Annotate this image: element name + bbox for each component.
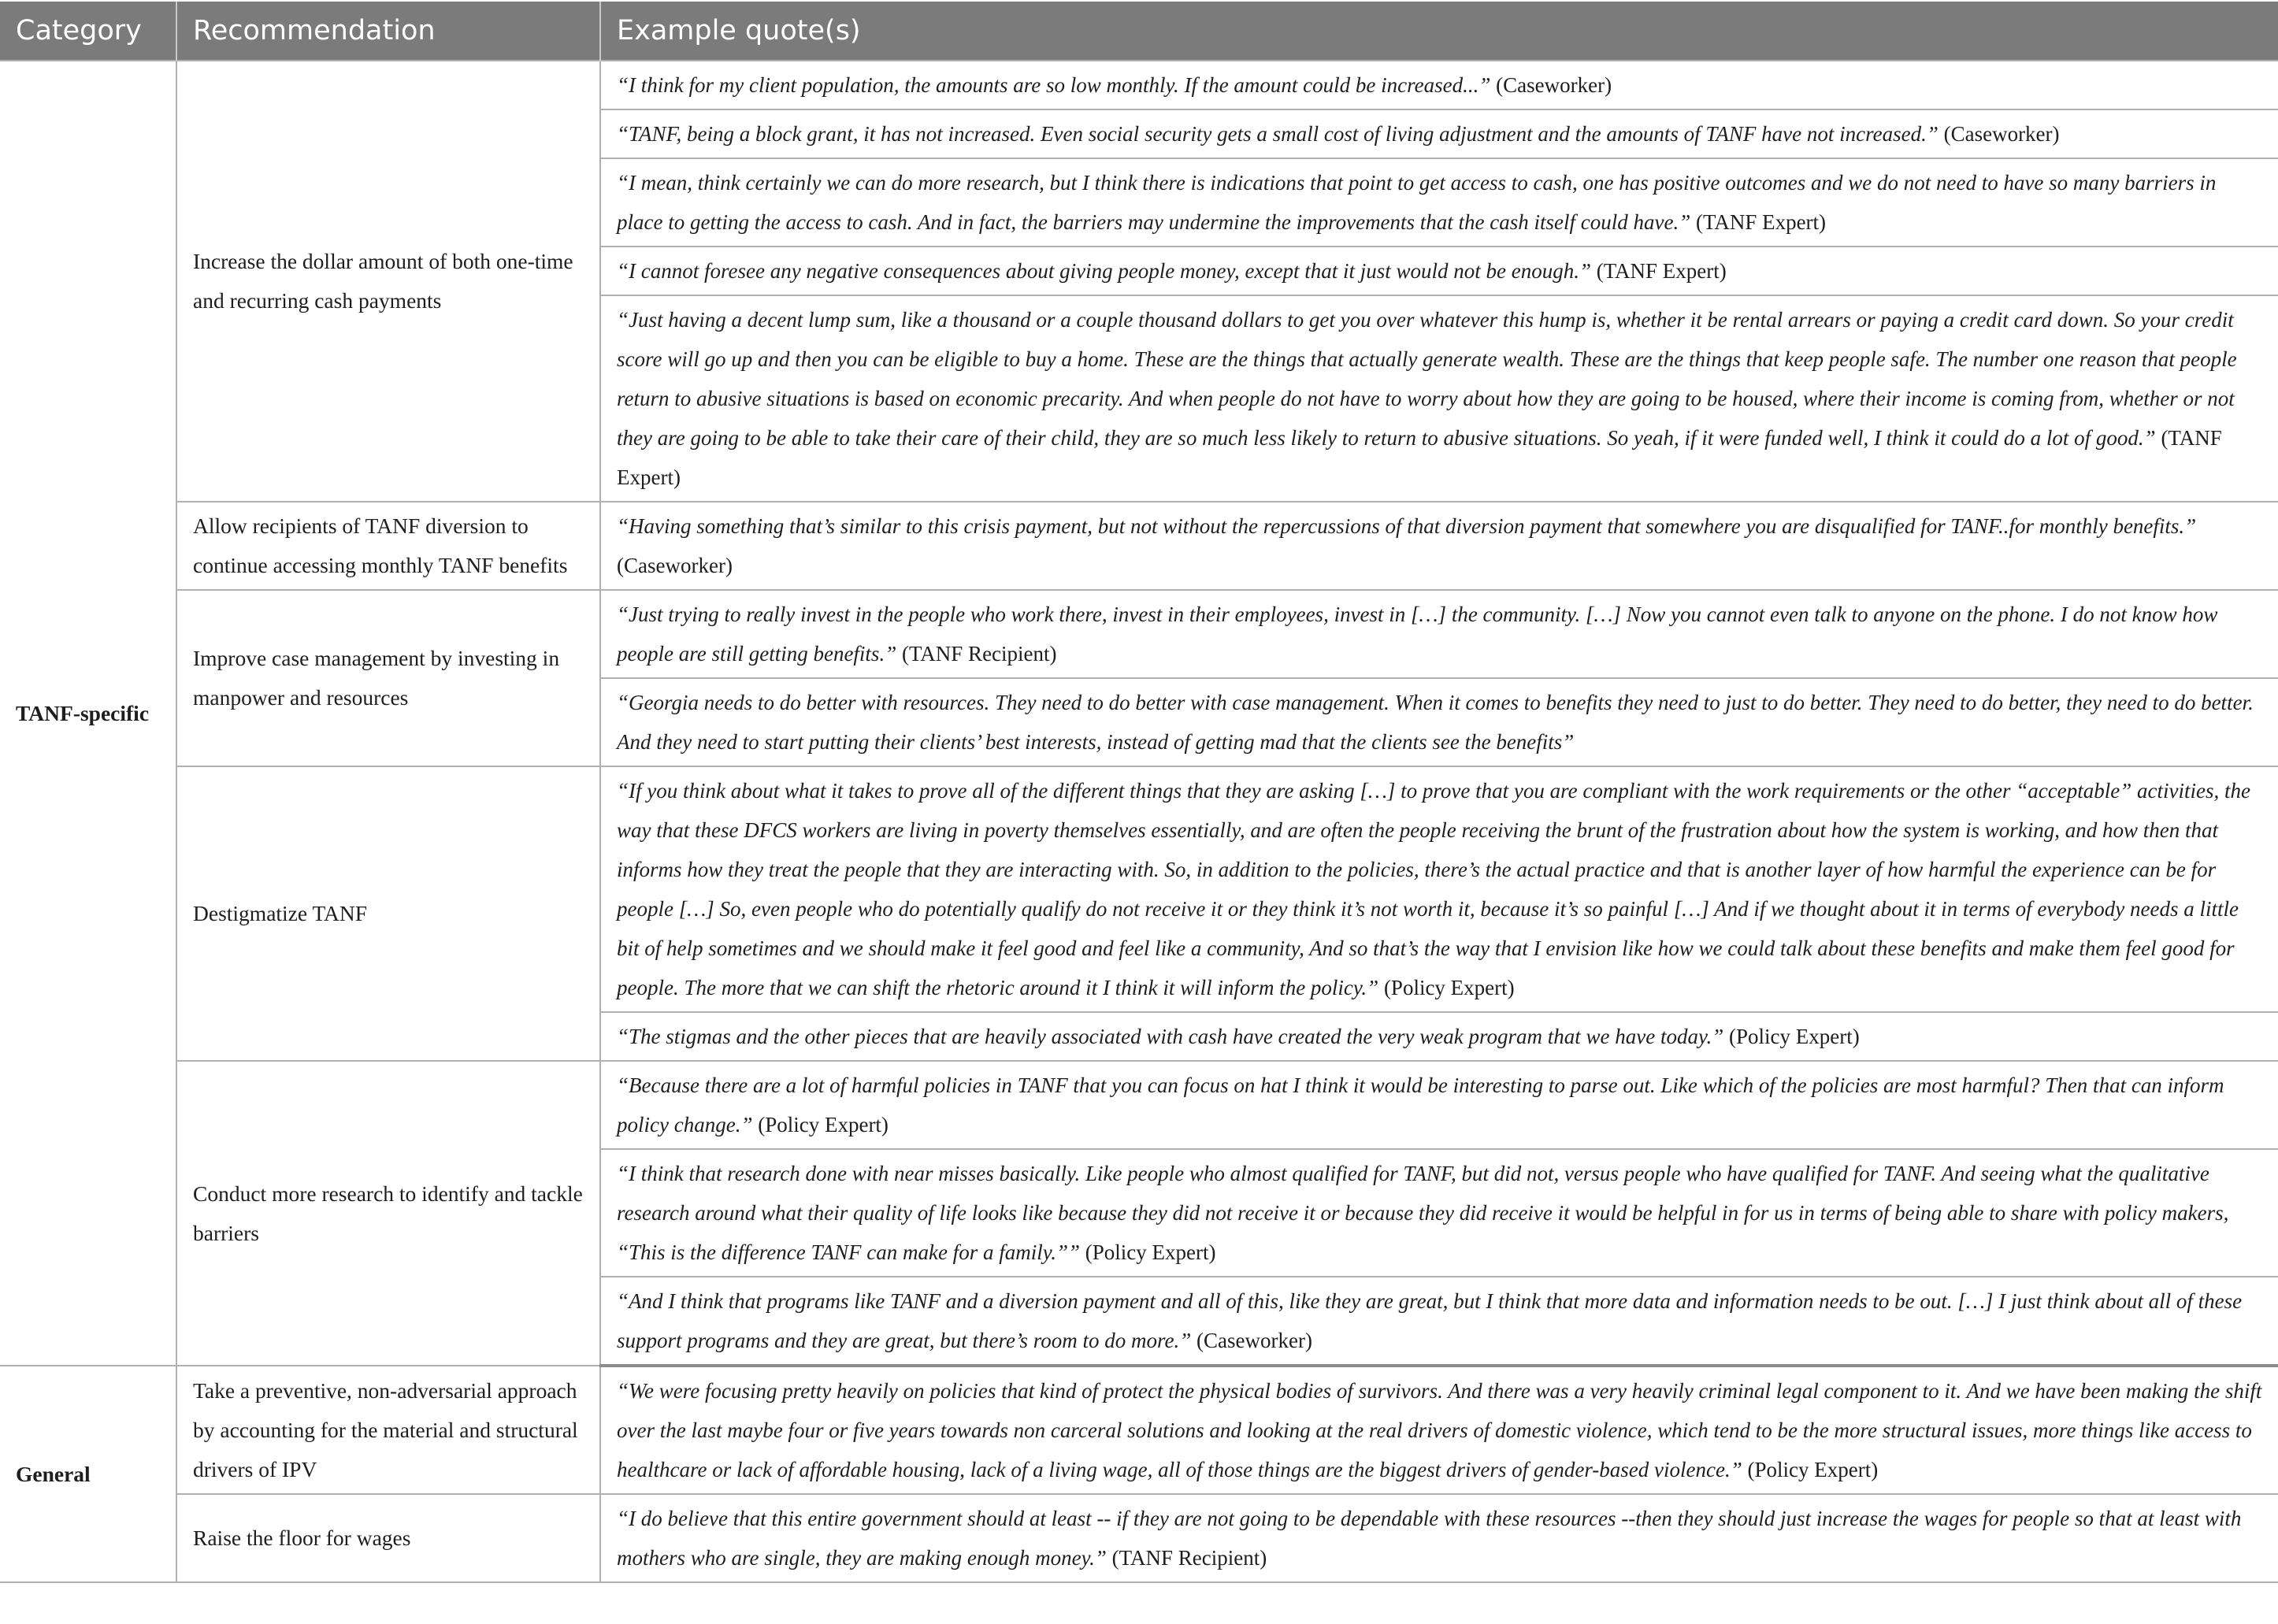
quote-source: (Policy Expert)	[1747, 1458, 1879, 1481]
recommendation-cell: Take a preventive, non-adversarial approach by accounting for the material and structural drivers of IPV	[176, 1366, 600, 1494]
quote-text: “And I think that programs like TANF and a diversion payment and all of this, like they are great, but I think that more data and information needs to be out. […] I just think about all of these support programs and they are great, but there’s room to do more.”	[617, 1289, 2243, 1352]
quote-text: “I do believe that this entire government should at least -- if they are not going to be dependable with these resources --then they should just increase the wages for people so that at least with mothers who are single, they are making enough money.”	[617, 1507, 2242, 1570]
quote-cell	[600, 678, 2278, 766]
quote-text: “I mean, think certainly we can do more research, but I think there is indications that point to get access to cash, one has positive outcomes and we do not need to have so many barriers in place to getting the access to cash. And in fact, the barriers may undermine the improvements that the cash itself could have.”	[617, 171, 2217, 234]
quote-cell	[600, 109, 2278, 158]
quote-text: “TANF, being a block grant, it has not increased. Even social security gets a small cost of living adjustment and the amounts of TANF have not increased.”	[617, 122, 1939, 146]
quote-cell	[600, 158, 2278, 247]
quote-cell	[600, 295, 2278, 502]
quote-text: “We were focusing pretty heavily on policies that kind of protect the physical bodies of survivors. And there was a very heavily criminal legal component to it. And we have been making the shift over the last maybe four or five years towards non carceral solutions and looking at the real drivers of domestic violence, which tend to be the more structural issues, more things like access to healthcare or lack of affordable housing, lack of a living wage, all of those things are the biggest drivers of gender-based violence.”	[617, 1379, 2262, 1481]
quote-source: (TANF Recipient)	[901, 642, 1057, 666]
quote-cell	[600, 502, 2278, 590]
header-row	[0, 2, 2278, 61]
quote-cell	[600, 1149, 2278, 1277]
table-row	[0, 1061, 2278, 1149]
quote-source: (Caseworker)	[1496, 73, 1612, 97]
quote-text: “The stigmas and the other pieces that are heavily associated with cash have created the very weak program that we have today.”	[617, 1025, 1724, 1048]
header-recommendation: Recommendation	[176, 2, 600, 61]
quote-cell	[600, 1061, 2278, 1149]
quote-source: (TANF Expert)	[1596, 259, 1727, 283]
quote-source: (Caseworker)	[1197, 1329, 1312, 1352]
recommendation-cell: Destigmatize TANF	[176, 766, 600, 1061]
quote-text: “If you think about what it takes to prove all of the different things that they are asking […] to prove that you are compliant with the work requirements or the other “acceptable” activities, the way that these DFCS workers are living in poverty themselves essentially, and are often the people receiving the brunt of the frustration about how the system is working, and how then that informs how they treat the people that they are interacting with. So, in addition to the policies, there’s the actual practice and that is another layer of how harmful the experience can be for people […] So, even people who do potentially qualify do not receive it or they think it’s not worth it, because it’s so painful […] And if we thought about it in terms of everybody needs a little bit of help sometimes and we should make it feel good and feel like a community, And so that’s the way that I envision like how we could talk about these benefits and make them feel good for people. The more that we can shift the rhetoric around it I think it will inform the policy.”	[617, 779, 2250, 999]
quote-text: “I think that research done with near misses basically. Like people who almost qualified for TANF, but did not, versus people who have qualified for TANF. And seeing what the qualitative research around what their quality of life looks like because they did not receive it or because they did receive it would be helpful in for us in terms of being able to share with policy makers, “This is the difference TANF can make for a family.””	[617, 1162, 2229, 1264]
table-row	[0, 1494, 2278, 1582]
quote-cell	[600, 1366, 2278, 1494]
quote-cell	[600, 1277, 2278, 1366]
quote-text: “Georgia needs to do better with resources. They need to do better with case management. When it comes to benefits they need to just to do better. They need to do better, they need to do better. And they need to start putting their clients’ best interests, instead of getting mad that the clients see the benefits”	[617, 691, 2254, 754]
quote-source: (TANF Expert)	[1696, 210, 1827, 234]
header-category: Category	[0, 2, 176, 61]
quote-source: (Policy Expert)	[758, 1113, 889, 1136]
quote-source: (Policy Expert)	[1383, 976, 1515, 999]
recommendation-cell: Allow recipients of TANF diversion to continue accessing monthly TANF benefits	[176, 502, 600, 590]
quote-source: (Policy Expert)	[1085, 1240, 1216, 1264]
quote-source: (Caseworker)	[1943, 122, 2060, 146]
quote-cell	[600, 1012, 2278, 1061]
recommendation-cell: Increase the dollar amount of both one-time and recurring cash payments	[176, 61, 600, 502]
quote-text: “I cannot foresee any negative consequences about giving people money, except that it just would not be enough.”	[617, 259, 1591, 283]
quote-cell	[600, 766, 2278, 1012]
quote-text: “Just trying to really invest in the people who work there, invest in their employees, invest in […] the community. […] Now you cannot even talk to anyone on the phone. I do not know how people are still getting benefits.”	[617, 603, 2218, 666]
quote-source: (TANF Expert)	[617, 426, 2222, 489]
header-quotes: Example quote(s)	[600, 2, 2278, 61]
table-row	[0, 766, 2278, 1012]
quote-text: “Having something that’s similar to this crisis payment, but not without the repercussions of that diversion payment that somewhere you are disqualified for TANF..for monthly benefits.”	[617, 514, 2197, 538]
quote-source: (Caseworker)	[617, 554, 733, 577]
quote-cell	[600, 61, 2278, 109]
quote-cell	[600, 590, 2278, 678]
recommendation-cell: Conduct more research to identify and tackle barriers	[176, 1061, 600, 1366]
quote-text: “I think for my client population, the amounts are so low monthly. If the amount could be increased...”	[617, 73, 1491, 97]
table-row	[0, 61, 2278, 109]
category-cell: TANF-specific	[0, 61, 176, 1366]
table-row	[0, 502, 2278, 590]
quote-source: (Policy Expert)	[1729, 1025, 1860, 1048]
quote-text: “Because there are a lot of harmful policies in TANF that you can focus on hat I think it would be interesting to parse out. Like which of the policies are most harmful? Then that can inform policy change.”	[617, 1073, 2224, 1136]
category-cell: General	[0, 1366, 176, 1582]
quote-cell	[600, 1494, 2278, 1582]
quote-cell	[600, 247, 2278, 295]
quote-text: “Just having a decent lump sum, like a thousand or a couple thousand dollars to get you over whatever this hump is, whether it be rental arrears or paying a credit card down. So your credit score will go up and then you can be eligible to buy a home. These are the things that actually generate wealth. These are the things that keep people safe. The number one reason that people return to abusive situations is based on economic precarity. And when people do not have to worry about how they are going to be housed, where their income is coming from, whether or not they are going to be able to take their care of their child, they are so much less likely to return to abusive situations. So yeah, if it were funded well, I think it could do a lot of good.”	[617, 308, 2237, 450]
quote-source: (TANF Recipient)	[1111, 1546, 1267, 1570]
table-row	[0, 1366, 2278, 1494]
recommendation-cell: Raise the floor for wages	[176, 1494, 600, 1582]
table-row	[0, 590, 2278, 678]
recommendation-cell: Improve case management by investing in manpower and resources	[176, 590, 600, 766]
recommendations-table	[0, 2, 2278, 1583]
